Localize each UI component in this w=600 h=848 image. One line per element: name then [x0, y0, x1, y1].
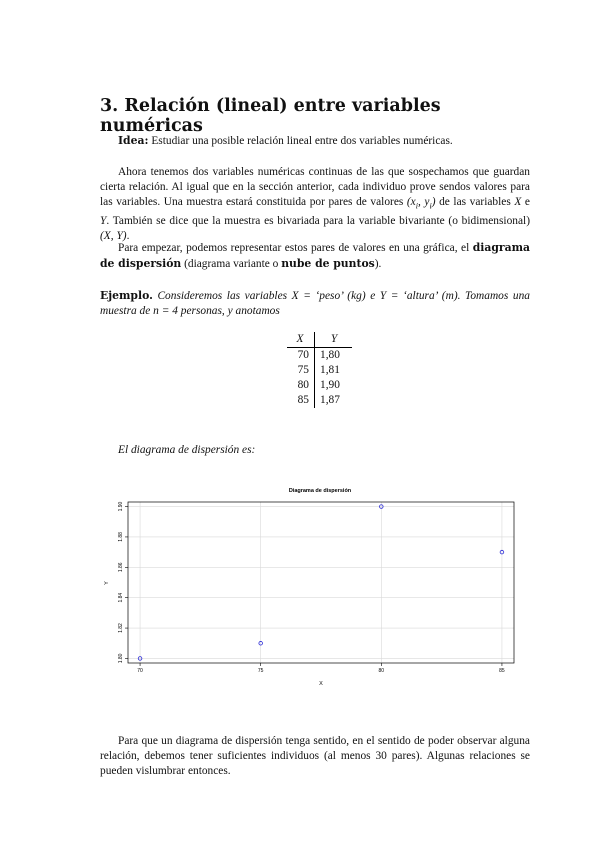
x-axis-label: X — [319, 681, 323, 687]
data-table — [287, 332, 352, 408]
table-row — [287, 378, 352, 393]
intro-text-b: de las variables — [435, 196, 515, 209]
chart-caption: El diagrama de dispersión es: — [118, 444, 256, 456]
scatter-intro-text-a: Para empezar, podemos representar estos pares de valores en una gráfica, el — [118, 242, 473, 254]
y-tick-label: 1.84 — [118, 592, 124, 603]
table-header-x: X — [287, 332, 315, 348]
y-axis-label: Y — [104, 581, 110, 585]
table-header-y: Y — [315, 332, 353, 348]
intro-text-e: . — [126, 230, 130, 243]
term-scatter-diagram: diagrama de dispersión — [100, 241, 530, 271]
closing-paragraph: Para que un diagrama de dispersión tenga sentido, en el sentido de poder observar alguna relación, debemos tener suficientes individuos (al menos 30 pares). Algunas relaciones se pueden vislumbrar entonces. — [100, 735, 530, 778]
bivariate-notation: (X, Y) — [100, 230, 127, 243]
scatter-intro-text-c: ). — [374, 258, 382, 271]
x-tick-label: 75 — [257, 668, 264, 674]
idea-text: Estudiar una posible relación lineal entre dos variables numéricas. — [151, 135, 453, 147]
table-row — [287, 363, 352, 378]
y-tick-label: 1.80 — [118, 653, 124, 664]
y-tick-label: 1.82 — [118, 623, 124, 633]
intro-text-d: . También se dice que la muestra es bivariada para la variable bivariante (o bidimensional) — [106, 214, 530, 227]
table-cell: 1,81 — [320, 364, 340, 376]
intro-paragraph — [100, 165, 530, 244]
scatter-points — [138, 505, 503, 660]
table-row — [287, 393, 352, 408]
table-cell: 70 — [287, 348, 315, 364]
chart-title: Diagrama de dispersión — [288, 488, 352, 494]
table-header-row — [287, 332, 352, 348]
table-cell: 75 — [287, 363, 315, 378]
scatter-intro-text-b: (diagrama variante o — [181, 258, 282, 271]
intro-text-a: Ahora tenemos dos variables numéricas continuas de las que sospechamos que guardan cierta relación. Al igual que en la sección anterior, cada individuo prove sendos valores para las variables. Una muestra estará constituida por pares de valores — [100, 166, 530, 209]
y-tick-label: 1.86 — [118, 562, 124, 573]
table-row — [287, 348, 352, 364]
y-tick-label: 1.88 — [118, 532, 124, 542]
var-y: Y — [100, 214, 107, 227]
table-cell: 1,80 — [320, 349, 340, 361]
term-point-cloud: nube de puntos — [281, 257, 375, 271]
x-tick-label: 80 — [378, 668, 385, 674]
scatter-chart — [100, 482, 530, 692]
plot-frame — [128, 502, 514, 663]
y-axis — [118, 501, 128, 663]
table-cell: 85 — [287, 393, 315, 408]
x-axis — [137, 663, 505, 674]
chart-grid — [128, 502, 514, 663]
y-tick-label: 1.90 — [118, 501, 124, 512]
example-label: Ejemplo. — [100, 289, 153, 302]
table-cell: 1,90 — [320, 379, 340, 391]
intro-text-c: e — [521, 196, 530, 209]
table-cell: 1,87 — [320, 394, 340, 406]
x-tick-label: 85 — [499, 668, 505, 674]
example-text: Consideremos las variables X = ‘peso’ (kg) e Y = ‘altura’ (m). Tomamos una muestra de n = 4 personas, y anotamos — [100, 290, 530, 318]
var-x: X — [514, 196, 522, 209]
scatter-intro-paragraph — [100, 240, 530, 272]
x-tick-label: 70 — [137, 668, 143, 674]
pair-notation: ($x_i$, $y_i$) — [406, 196, 436, 211]
example-paragraph — [100, 288, 530, 319]
section-title: 3. Relación (lineal) entre variables numéricas — [100, 96, 441, 136]
table-cell: 80 — [287, 378, 315, 393]
idea-label: Idea: — [118, 134, 149, 147]
idea-paragraph — [118, 133, 538, 149]
